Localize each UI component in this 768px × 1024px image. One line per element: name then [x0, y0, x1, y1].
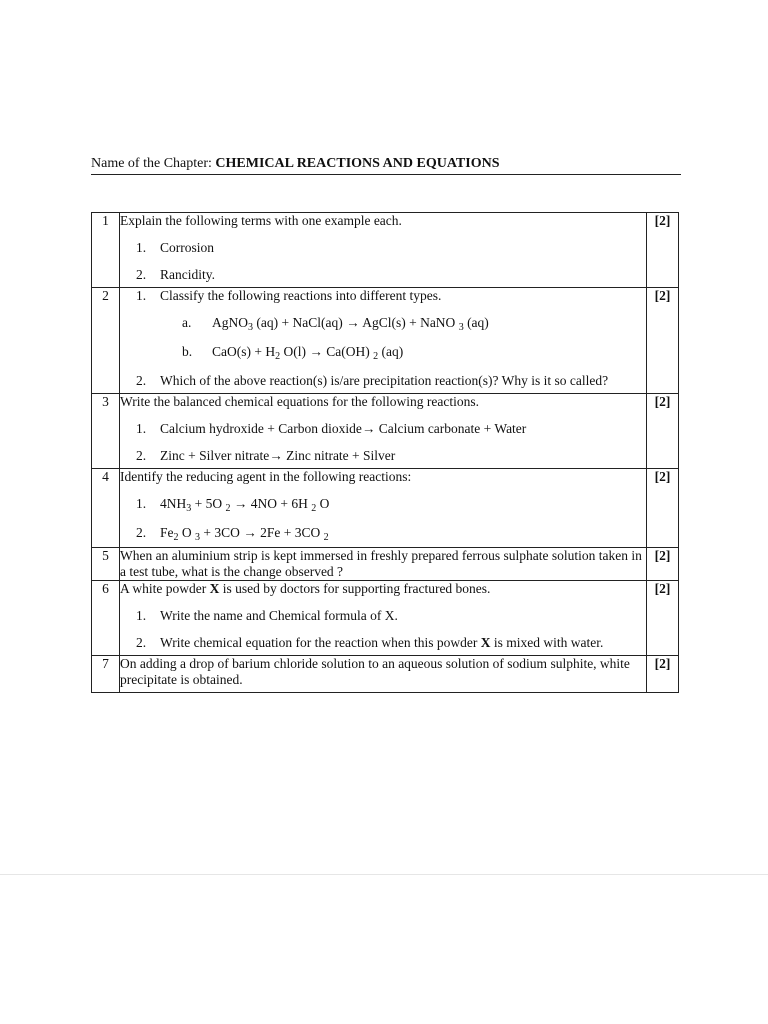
sub-item-text: Which of the above reaction(s) is/are precipitation reaction(s)? Why is it so called?: [160, 373, 609, 388]
sub-item-text: Write chemical equation for the reaction when this powder X is mixed with water.: [160, 635, 604, 650]
sub-item: [120, 448, 646, 464]
sub-item: [120, 635, 646, 651]
chapter-title: CHEMICAL REACTIONS AND EQUATIONS: [215, 156, 500, 171]
equation-item: [120, 525, 646, 543]
question-row: [92, 469, 679, 548]
question-marks: [2]: [647, 394, 679, 469]
sub-item-number: 2.: [136, 373, 147, 388]
question-text: Write the balanced chemical equations for the following reactions.: [120, 394, 479, 409]
sub-item-text: Zinc + Silver nitrate→ Zinc nitrate + Silver: [160, 448, 396, 463]
question-marks: [2]: [647, 213, 679, 288]
question-body: [120, 548, 647, 581]
question-number: 4: [92, 469, 120, 548]
sub-item: [120, 288, 646, 304]
question-number: 1: [92, 213, 120, 288]
question-text: Explain the following terms with one example each.: [120, 213, 402, 228]
reaction-label: b.: [182, 344, 193, 359]
sub-item-text: Calcium hydroxide + Carbon dioxide→ Calcium carbonate + Water: [160, 421, 527, 436]
sub-item-text: Corrosion: [160, 240, 214, 255]
equation-item: [120, 496, 646, 514]
sub-item-number: 1.: [136, 421, 147, 436]
question-body: [120, 581, 647, 656]
questions-table: [91, 212, 679, 693]
equation-number: 1.: [136, 496, 147, 511]
sub-item-text: Write the name and Chemical formula of X.: [160, 608, 398, 623]
question-body: [120, 656, 647, 693]
question-marks: [2]: [647, 469, 679, 548]
equation: $4NH_3 + 5O$ $_2$ → 4NO + 6H $_2$ O: [160, 496, 330, 514]
sub-item-number: 2.: [136, 448, 147, 463]
reaction-item: [120, 344, 646, 362]
sub-item-number: 1.: [136, 240, 147, 255]
sub-item: [120, 267, 646, 283]
question-row: [92, 548, 679, 581]
question-row: [92, 656, 679, 693]
question-marks: [2]: [647, 581, 679, 656]
chapter-prefix: Name of the Chapter:: [91, 156, 216, 171]
reaction-item: [120, 315, 646, 333]
sub-item-number: 1.: [136, 608, 147, 623]
question-body: [120, 469, 647, 548]
question-body: [120, 213, 647, 288]
question-text: Identify the reducing agent in the following reactions:: [120, 469, 412, 484]
question-number: 2: [92, 288, 120, 394]
sub-item: [120, 240, 646, 256]
question-marks: [2]: [647, 288, 679, 394]
sub-item-number: 2.: [136, 267, 147, 282]
question-number: 6: [92, 581, 120, 656]
question-body: [120, 288, 647, 394]
sub-item: [120, 608, 646, 624]
sub-item: [120, 373, 646, 389]
question-text: A white powder X is used by doctors for supporting fractured bones.: [120, 581, 491, 596]
question-number: 7: [92, 656, 120, 693]
equation-number: 2.: [136, 525, 147, 540]
question-marks: [2]: [647, 548, 679, 581]
question-row: [92, 213, 679, 288]
reaction-equation: $CaO(s) + H_2$ O(l) → Ca(OH) $_2$ (aq): [212, 344, 404, 362]
sub-item: [120, 421, 646, 437]
question-number: 3: [92, 394, 120, 469]
sub-item-text: Rancidity.: [160, 267, 215, 282]
question-text: When an aluminium strip is kept immersed in freshly prepared ferrous sulphate solution taken in a test tube, what is the change observed ?: [120, 548, 642, 579]
question-row: [92, 288, 679, 394]
sub-item-number: 1.: [136, 288, 147, 303]
sub-item-text: Classify the following reactions into different types.: [160, 288, 442, 303]
chapter-heading: [91, 156, 681, 175]
question-row: [92, 394, 679, 469]
page-divider: [0, 874, 768, 875]
sub-item-number: 2.: [136, 635, 147, 650]
reaction-label: a.: [182, 315, 192, 330]
question-marks: [2]: [647, 656, 679, 693]
question-row: [92, 581, 679, 656]
reaction-equation: AgNO$_3$ (aq) + NaCl(aq) → AgCl(s) + NaNO $_3$ (aq): [212, 315, 489, 333]
equation: $Fe_2$ O $_3$ + 3CO → 2Fe + 3CO $_2$: [160, 525, 329, 543]
question-number: 5: [92, 548, 120, 581]
question-text: On adding a drop of barium chloride solution to an aqueous solution of sodium sulphite, white precipitate is obtained.: [120, 656, 630, 687]
question-body: [120, 394, 647, 469]
